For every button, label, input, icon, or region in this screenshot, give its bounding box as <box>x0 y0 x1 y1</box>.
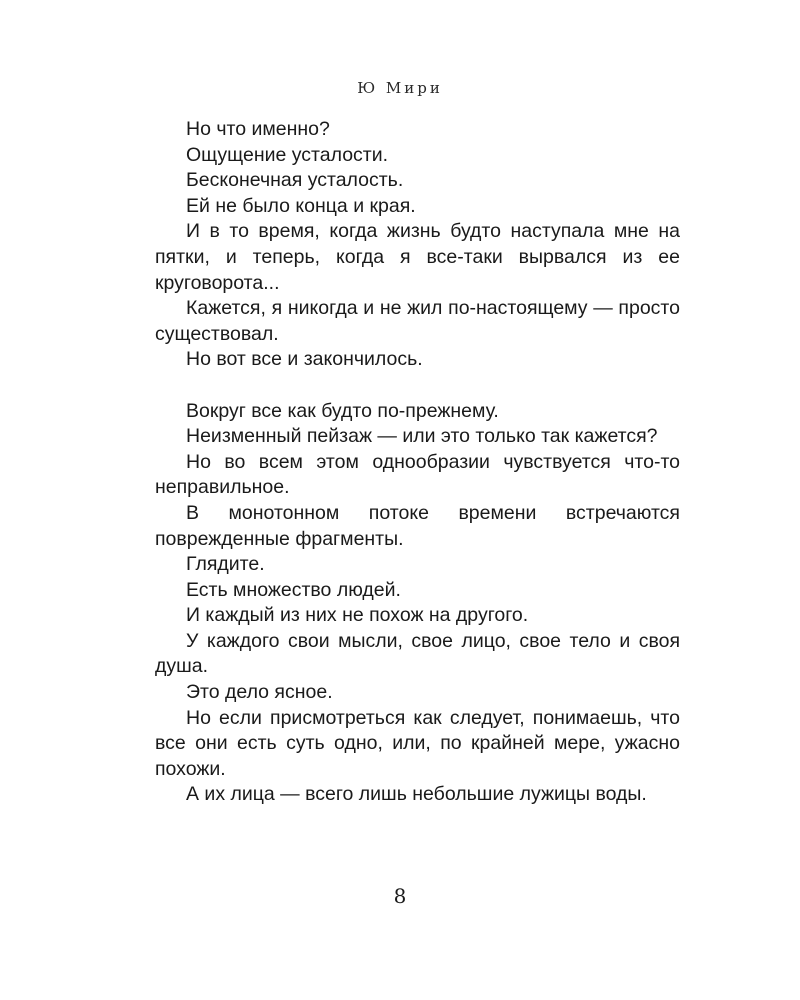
section-break <box>155 373 680 399</box>
paragraph: Бесконечная усталость. <box>186 169 404 192</box>
paragraph: И в то время, когда жизнь будто наступала мне на пятки, и теперь, когда я все-таки вырвался из ее круговорота... <box>155 220 680 294</box>
paragraph: Ей не было конца и края. <box>186 194 416 217</box>
page-number: 8 <box>393 884 407 908</box>
paragraph: Это дело ясное. <box>186 681 333 704</box>
paragraph: Глядите. <box>186 553 265 576</box>
paragraph: Но вот все и закончилось. <box>186 348 423 371</box>
paragraph: Вокруг все как будто по-прежнему. <box>186 399 499 422</box>
paragraph: Но что именно? <box>186 118 330 140</box>
paragraph: У каждого свои мысли, свое лицо, свое тело и своя душа. <box>155 629 680 678</box>
running-header: Ю Мири <box>357 79 443 97</box>
paragraph: И каждый из них не похож на другого. <box>186 604 529 627</box>
paragraph: Но если присмотреться как следует, понимаешь, что все они есть суть одно, или, по крайней мере, ужасно похожи. <box>155 706 680 780</box>
page-body <box>155 117 680 808</box>
paragraph: Кажется, я никогда и не жил по-настоящему — просто существовал. <box>155 297 680 345</box>
paragraph: Ощущение усталости. <box>186 143 389 166</box>
paragraph: А их лица — всего лишь небольшие лужицы воды. <box>186 783 647 806</box>
paragraph: Неизменный пейзаж — или это только так кажется? <box>186 425 658 448</box>
paragraph: В монотонном потоке времени встречаются поврежденные фрагменты. <box>155 501 680 550</box>
paragraph: Но во всем этом однообразии чувствуется что-то неправильное. <box>155 450 680 499</box>
paragraph: Есть множество людей. <box>186 578 401 601</box>
